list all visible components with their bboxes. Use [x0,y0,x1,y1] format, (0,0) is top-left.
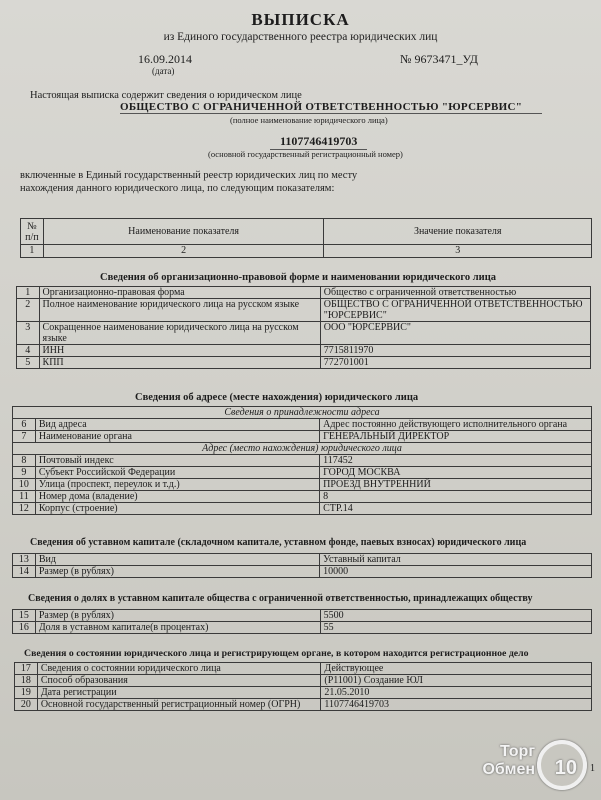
address-rows-1 [13,419,592,443]
row-number: 12 [13,503,36,515]
table-row [17,322,591,345]
row-number: 6 [13,419,36,431]
row-value: 772701001 [320,357,590,369]
section-title-shares: Сведения о долях в уставном капитале общества с ограниченной ответственностью, принадлежащих обществу [28,593,533,604]
section-title-capital: Сведения об уставном капитале (складочном капитале, уставном фонде, паевых взносах) юридического лица [30,537,527,548]
table-row [13,491,592,503]
date-caption: (дата) [152,66,175,76]
row-name: Почтовый индекс [35,455,319,467]
row-number: 20 [15,699,38,711]
row-number: 11 [13,491,36,503]
row-value: Уставный капитал [320,554,592,566]
table-row [13,419,592,431]
row-number: 1 [17,287,40,299]
table-row [13,503,592,515]
included-line-1: включенные в Единый государственный реестр юридических лиц по месту [20,170,358,181]
row-number: 15 [13,610,36,622]
document-subtitle: из Единого государственного реестра юридических лиц [163,31,438,43]
row-value: Общество с ограниченной ответственностью [320,287,590,299]
row-number: 16 [13,622,36,634]
header-col-1: 1 [21,245,44,258]
row-name: Организационно-правовая форма [39,287,320,299]
row-name: Корпус (строение) [35,503,319,515]
row-name: Вид адреса [35,419,319,431]
row-name: ИНН [39,345,320,357]
row-name: Субъект Российской Федерации [35,467,319,479]
table-row [15,687,592,699]
row-name: Номер дома (владение) [35,491,319,503]
document-date: 16.09.2014 [138,52,192,66]
section-title-status: Сведения о состоянии юридического лица и регистрирующем органе, в котором находится регистрационное дело [24,648,529,659]
address-rows-2 [13,455,592,515]
watermark-number: 10 [554,757,577,779]
table-row [17,345,591,357]
table-row [15,699,592,711]
address-table [12,406,592,515]
section-title-org-form: Сведения об организационно-правовой форме и наименовании юридического лица [100,272,497,283]
table-row [15,675,592,687]
status-table [14,662,592,711]
row-number: 17 [15,663,38,675]
watermark-text-2: Обмен [482,761,535,778]
entity-caption: (полное наименование юридического лица) [230,115,388,125]
row-number: 3 [17,322,40,345]
header-num: № п/п [21,219,44,245]
table-row [17,357,591,369]
row-name: Дата регистрации [37,687,321,699]
row-value: ООО "ЮРСЕРВИС" [320,322,590,345]
row-number: 7 [13,431,36,443]
row-value: ГОРОД МОСКВА [320,467,592,479]
ogrn-caption: (основной государственный регистрационный номер) [208,149,403,159]
row-name: Наименование органа [35,431,319,443]
row-name: Размер (в рублях) [35,566,319,578]
row-value: 7715811970 [320,345,590,357]
row-value: 5500 [320,610,591,622]
row-name: Вид [35,554,319,566]
document-title: ВЫПИСКА [251,10,350,29]
capital-rows [13,554,592,578]
org-form-table [16,286,591,369]
row-value: 55 [320,622,591,634]
shares-rows [13,610,592,634]
row-value: 117452 [320,455,592,467]
row-name: Доля в уставном капитале(в процентах) [35,622,320,634]
row-number: 4 [17,345,40,357]
row-value: 10000 [320,566,592,578]
intro-text: Настоящая выписка содержит сведения о юридическом лице [30,90,302,101]
address-subheader-2: Адрес (место нахождения) юридического лица [13,443,592,455]
row-value: 8 [320,491,592,503]
row-value: 1107746419703 [321,699,592,711]
row-number: 19 [15,687,38,699]
table-row [13,554,592,566]
row-name: Улица (проспект, переулок и т.д.) [35,479,319,491]
entity-name: ОБЩЕСТВО С ОГРАНИЧЕННОЙ ОТВЕТСТВЕННОСТЬЮ "ЮРСЕРВИС" [120,101,542,114]
capital-table [12,553,592,578]
table-row [13,467,592,479]
row-name: Полное наименование юридического лица на русском языке [39,299,320,322]
table-row [13,431,592,443]
row-name: Сведения о состоянии юридического лица [37,663,321,675]
table-row [13,479,592,491]
row-number: 9 [13,467,36,479]
header-col-3: 3 [324,245,592,258]
row-name: Способ образования [37,675,321,687]
header-value: Значение показателя [324,219,592,245]
table-row [15,663,592,675]
row-number: 14 [13,566,36,578]
row-value: (Р11001) Создание ЮЛ [321,675,592,687]
status-rows [15,663,592,711]
row-number: 18 [15,675,38,687]
address-subheader-1: Сведения о принадлежности адреса [13,407,592,419]
header-col-2: 2 [43,245,324,258]
row-value: ОБЩЕСТВО С ОГРАНИЧЕННОЙ ОТВЕТСТВЕННОСТЬЮ "ЮРСЕРВИС" [320,299,590,322]
shares-table [12,609,592,634]
included-line-2: нахождения данного юридического лица, по следующим показателям: [20,183,335,194]
table-row [13,622,592,634]
row-value: 21.05.2010 [321,687,592,699]
row-value: ПРОЕЗД ВНУТРЕННИЙ [320,479,592,491]
row-value: СТР.14 [320,503,592,515]
row-name: КПП [39,357,320,369]
org-form-rows [17,287,591,369]
row-name: Сокращенное наименование юридического лица на русском языке [39,322,320,345]
row-name: Основной государственный регистрационный номер (ОГРН) [37,699,321,711]
row-number: 8 [13,455,36,467]
row-number: 10 [13,479,36,491]
table-row [17,299,591,322]
document-number: № 9673471_УД [400,52,478,66]
table-row [13,566,592,578]
row-value: ГЕНЕРАЛЬНЫЙ ДИРЕКТОР [320,431,592,443]
watermark-text-1: Торг [500,743,535,760]
header-name: Наименование показателя [43,219,324,245]
row-number: 5 [17,357,40,369]
page-number: 1 [590,763,595,774]
section-title-address: Сведения об адресе (месте нахождения) юридического лица [135,392,419,403]
row-value: Действующее [321,663,592,675]
row-value: Адрес постоянно действующего исполнительного органа [320,419,592,431]
ogrn-value: 1107746419703 [270,134,367,150]
watermark-logo [453,742,583,790]
table-row [13,455,592,467]
row-number: 2 [17,299,40,322]
row-number: 13 [13,554,36,566]
table-row [13,610,592,622]
row-name: Размер (в рублях) [35,610,320,622]
table-row [17,287,591,299]
header-table [20,218,592,258]
